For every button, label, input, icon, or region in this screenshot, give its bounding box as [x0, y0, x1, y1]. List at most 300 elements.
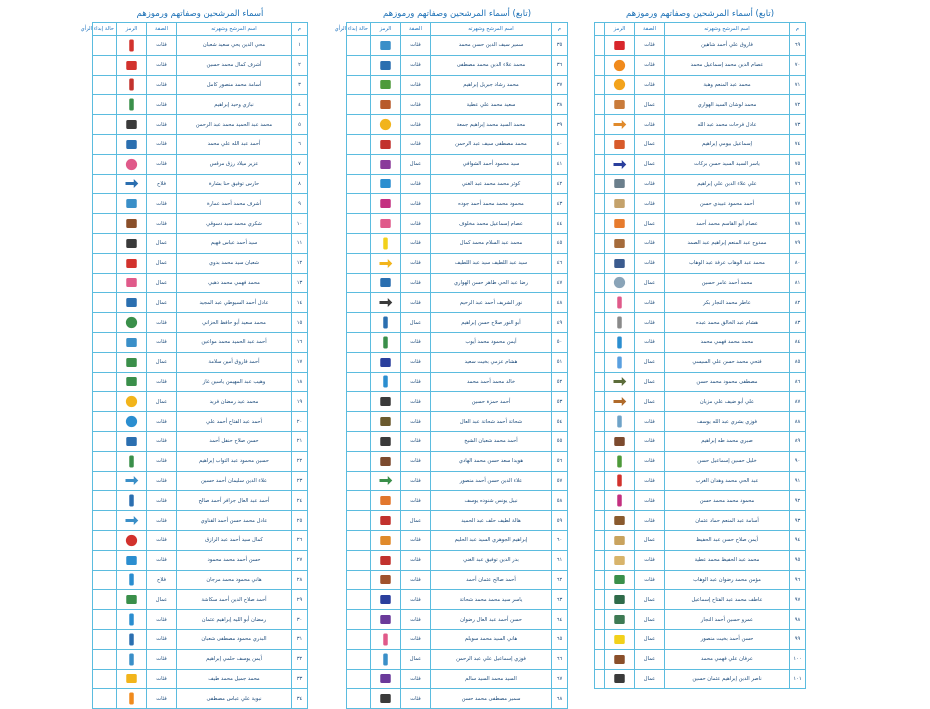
candidate-category: عمال: [401, 511, 431, 531]
candidate-category: عمال: [635, 214, 665, 234]
candidate-symbol: [371, 451, 401, 471]
candidate-symbol: [371, 550, 401, 570]
status-cell: [595, 352, 605, 372]
candidate-category: عمال: [147, 273, 177, 293]
candidate-category: فئات: [147, 431, 177, 451]
candidate-name: محمد السيد محمد إبراهيم جمعة: [431, 115, 552, 135]
candidate-category: فئات: [635, 451, 665, 471]
candidate-symbol: [117, 451, 147, 471]
table-row: [595, 451, 806, 471]
status-cell: [93, 570, 117, 590]
table-row: [595, 629, 806, 649]
status-cell: [93, 154, 117, 174]
status-cell: [93, 253, 117, 273]
row-number: ٢٩: [292, 590, 308, 610]
candidate-name: أيمن صلاح حسن عبد الحفيظ: [665, 530, 790, 550]
status-cell: [93, 491, 117, 511]
candidate-name: علي أبو ضيف علي مزيان: [665, 392, 790, 412]
row-number: ٢٥: [292, 511, 308, 531]
candidate-symbol: [371, 372, 401, 392]
status-cell: [595, 372, 605, 392]
candidate-symbol: [605, 629, 635, 649]
stroller-icon: [124, 553, 139, 568]
building-icon: [378, 355, 393, 370]
table-row: [93, 590, 308, 610]
candidates-table: [334, 22, 568, 709]
candidate-category: فئات: [147, 412, 177, 432]
row-number: ٨٧: [790, 392, 806, 412]
candidate-category: فئات: [147, 610, 177, 630]
candidate-symbol: [371, 313, 401, 333]
status-cell: [93, 530, 117, 550]
table-row: [93, 273, 308, 293]
status-cell: [347, 253, 371, 273]
header-no: م: [292, 23, 308, 36]
row-number: ٤١: [552, 154, 568, 174]
candidate-name: أحمد صالح عثمان أحمد: [431, 570, 552, 590]
envelope-icon: [378, 176, 393, 191]
candidate-category: فئات: [635, 550, 665, 570]
row-number: ٥٩: [552, 511, 568, 531]
bottle-icon: [612, 335, 627, 350]
candidate-symbol: [371, 649, 401, 669]
candidate-symbol: [605, 530, 635, 550]
row-number: ٦٥: [552, 629, 568, 649]
candidate-symbol: [117, 36, 147, 56]
candidate-symbol: [371, 115, 401, 135]
candidate-symbol: [605, 332, 635, 352]
candidate-symbol: [117, 431, 147, 451]
status-cell: [595, 451, 605, 471]
radio-icon: [124, 256, 139, 271]
candidate-symbol: [605, 669, 635, 689]
cheese-icon: [612, 632, 627, 647]
candidate-symbol: [605, 352, 635, 372]
row-number: ٩٥: [790, 550, 806, 570]
candidate-name: محمد عبد الوهاب عرفة عبد الوهاب: [665, 253, 790, 273]
row-number: ٦: [292, 134, 308, 154]
status-cell: [595, 530, 605, 550]
status-cell: [93, 174, 117, 194]
status-cell: [595, 36, 605, 56]
row-number: ٢٢: [292, 451, 308, 471]
table-row: [93, 95, 308, 115]
candidate-symbol: [605, 511, 635, 531]
candidate-symbol: [371, 412, 401, 432]
candidate-category: فئات: [635, 253, 665, 273]
candidate-symbol: [371, 669, 401, 689]
car-icon: [378, 671, 393, 686]
candidate-category: فئات: [635, 233, 665, 253]
candidate-name: محمد سعيد أبو حافظ الحزاني: [177, 313, 292, 333]
candidate-symbol: [117, 511, 147, 531]
table-row: [595, 431, 806, 451]
candidate-category: فئات: [401, 194, 431, 214]
candidate-symbol: [371, 174, 401, 194]
status-cell: [347, 570, 371, 590]
table-row: [595, 570, 806, 590]
candidate-category: فئات: [147, 491, 177, 511]
candidate-category: فئات: [147, 471, 177, 491]
candidate-symbol: [371, 431, 401, 451]
candidate-name: عادل أحمد السيوطي عبد المجيد: [177, 293, 292, 313]
candidate-category: فئات: [635, 332, 665, 352]
candidate-name: أبو النور صلاح حسن إبراهيم: [431, 313, 552, 333]
row-number: ٣٩: [552, 115, 568, 135]
candidate-name: أحمد صلاح الدين أحمد سكاشة: [177, 590, 292, 610]
candidate-symbol: [371, 75, 401, 95]
candidate-category: عمال: [635, 134, 665, 154]
status-cell: [347, 154, 371, 174]
kettle-icon: [124, 592, 139, 607]
croc-icon: [378, 473, 393, 488]
table-row: [93, 115, 308, 135]
bottle-icon: [612, 414, 627, 429]
brick-icon: [378, 513, 393, 528]
hand-icon: [612, 652, 627, 667]
status-cell: [93, 471, 117, 491]
table-row: [347, 629, 568, 649]
hanger-icon: [378, 295, 393, 310]
candidate-symbol: [371, 570, 401, 590]
table-row: [595, 214, 806, 234]
candidate-category: فئات: [635, 431, 665, 451]
candidate-name: أشرف كمال محمد حسين: [177, 55, 292, 75]
candidate-name: عصام الدين محمد إسماعيل محمد: [665, 55, 790, 75]
candidate-name: عبد الحي محمد وهدان الغرب: [665, 471, 790, 491]
candidate-category: فئات: [401, 431, 431, 451]
candidate-symbol: [371, 610, 401, 630]
candidate-category: عمال: [635, 154, 665, 174]
candidate-name: حسين محمود عبد التواب إبراهيم: [177, 451, 292, 471]
bread-icon: [378, 533, 393, 548]
candidate-symbol: [371, 511, 401, 531]
header-status: حالة إبداء الرأي: [347, 23, 371, 36]
status-cell: [595, 590, 605, 610]
phone-icon: [378, 394, 393, 409]
candidate-category: فئات: [635, 491, 665, 511]
candidate-category: فئات: [401, 669, 431, 689]
candidate-symbol: [117, 689, 147, 709]
candidate-name: هشام عزمي بخيت سعيد: [431, 352, 552, 372]
candidate-name: عصام أبو القاسم محمد أحمد: [665, 214, 790, 234]
candidate-name: ممدوح عبد المنعم إبراهيم عبد الصمد: [665, 233, 790, 253]
status-cell: [347, 313, 371, 333]
table-row: [595, 134, 806, 154]
table-row: [93, 134, 308, 154]
candidate-category: فئات: [147, 629, 177, 649]
candidate-name: حارس توفيق حنا بشارة: [177, 174, 292, 194]
header-category: الصفة: [147, 23, 177, 36]
candidate-category: فئات: [401, 75, 431, 95]
candidate-name: سيد محمود أحمد الشوافي: [431, 154, 552, 174]
row-number: ٢٣: [292, 471, 308, 491]
bag-icon: [612, 38, 627, 53]
status-cell: [347, 273, 371, 293]
candidate-symbol: [371, 293, 401, 313]
candidate-name: البدري محمود مصطفى شعبان: [177, 629, 292, 649]
row-number: ٩: [292, 194, 308, 214]
status-cell: [347, 689, 371, 709]
row-number: ٧٧: [790, 194, 806, 214]
candidate-symbol: [371, 530, 401, 550]
row-number: ١١: [292, 233, 308, 253]
candidate-category: فئات: [401, 570, 431, 590]
candidate-symbol: [605, 273, 635, 293]
heart-icon: [124, 157, 139, 172]
pan-icon: [612, 513, 627, 528]
candidate-symbol: [117, 75, 147, 95]
candidate-category: فئات: [147, 669, 177, 689]
row-number: ٣١: [292, 629, 308, 649]
candidate-category: فئات: [401, 491, 431, 511]
candidate-category: فئات: [147, 194, 177, 214]
status-cell: [347, 431, 371, 451]
candidate-name: إسماعيل بيومي إبراهيم: [665, 134, 790, 154]
candidate-name: بدر الدين توفيق عبد الغني: [431, 550, 552, 570]
candidate-name: خليل حسين إسماعيل حسن: [665, 451, 790, 471]
candidate-name: محمد عبد الحفيظ محمد عطية: [665, 550, 790, 570]
tv-icon: [124, 295, 139, 310]
table-row: [347, 75, 568, 95]
row-number: ٥٤: [552, 412, 568, 432]
candidate-category: فلاح: [147, 570, 177, 590]
candidate-category: عمال: [401, 154, 431, 174]
candidate-name: فوزي إسماعيل علي عبد الرحمن: [431, 649, 552, 669]
candidate-category: فئات: [147, 134, 177, 154]
guitar-icon: [612, 394, 627, 409]
candidate-name: حسن أحمد عبد العال رضوان: [431, 610, 552, 630]
table-row: [595, 511, 806, 531]
candidate-name: وهيب عبد المهيمن ياسين غاز: [177, 372, 292, 392]
status-cell: [347, 174, 371, 194]
row-number: ٤٠: [552, 134, 568, 154]
table-row: [347, 511, 568, 531]
row-number: ٥٧: [552, 471, 568, 491]
row-number: ٥: [292, 115, 308, 135]
header-no: م: [552, 23, 568, 36]
table-row: [595, 669, 806, 689]
table-row: [347, 392, 568, 412]
candidate-symbol: [605, 313, 635, 333]
candidate-category: عمال: [635, 530, 665, 550]
page-title: أسماء المرشحين وصفاتهم ورموزهم: [136, 9, 264, 19]
row-number: ٨٩: [790, 431, 806, 451]
row-number: ٣٤: [292, 689, 308, 709]
status-cell: [93, 293, 117, 313]
header-symbol: الرمز: [371, 23, 401, 36]
table-row: [93, 689, 308, 709]
coin-icon: [612, 77, 627, 92]
candidate-category: فئات: [147, 95, 177, 115]
candidate-name: أحمد عبد العال جرافر أحمد صالح: [177, 491, 292, 511]
candidate-category: فئات: [401, 332, 431, 352]
candidate-name: أيمن محمود محمد أيوب: [431, 332, 552, 352]
row-number: ٤٧: [552, 273, 568, 293]
candidate-name: رضا عبد الحي طاهر حسن الهواري: [431, 273, 552, 293]
candidate-category: عمال: [147, 590, 177, 610]
candidate-category: فئات: [635, 570, 665, 590]
table-row: [595, 95, 806, 115]
row-number: ٢٧: [292, 550, 308, 570]
row-number: ١٠٠: [790, 649, 806, 669]
candidate-name: السيد محمد السيد سالم: [431, 669, 552, 689]
status-cell: [347, 332, 371, 352]
candidate-name: محمد علاء الدين محمد مصطفى: [431, 55, 552, 75]
candidate-category: فئات: [147, 689, 177, 709]
status-cell: [347, 451, 371, 471]
racket-icon: [124, 176, 139, 191]
candidate-name: عادل فرحات محمد عبد الله: [665, 115, 790, 135]
bowl-icon: [612, 97, 627, 112]
table-row: [93, 629, 308, 649]
candidate-name: محمود محمد محمد حسن: [665, 491, 790, 511]
table-row: [93, 530, 308, 550]
row-number: ١٣: [292, 273, 308, 293]
row-number: ٤٤: [552, 214, 568, 234]
leaf-icon: [124, 374, 139, 389]
status-cell: [93, 431, 117, 451]
candidate-symbol: [371, 471, 401, 491]
row-number: ٣٦: [552, 55, 568, 75]
candidate-name: محمد عبد المنعم وهبة: [665, 75, 790, 95]
candidate-category: فئات: [401, 273, 431, 293]
candidate-name: هاني محمود محمد مرجان: [177, 570, 292, 590]
candidate-name: أحمد محمد شعبان الشيخ: [431, 431, 552, 451]
candidate-symbol: [371, 689, 401, 709]
row-number: ٨١: [790, 273, 806, 293]
table-row: [347, 55, 568, 75]
candidate-symbol: [117, 491, 147, 511]
candidate-symbol: [117, 293, 147, 313]
header-symbol: الرمز: [605, 23, 635, 36]
row-number: ٨٠: [790, 253, 806, 273]
status-cell: [93, 95, 117, 115]
row-number: ٤٦: [552, 253, 568, 273]
row-number: ٩٠: [790, 451, 806, 471]
table-row: [93, 293, 308, 313]
candidate-name: عمرو حسين أحمد النجار: [665, 610, 790, 630]
candidate-category: عمال: [635, 610, 665, 630]
status-cell: [347, 610, 371, 630]
bowl-icon: [378, 691, 393, 706]
candidate-category: عمال: [635, 649, 665, 669]
status-cell: [595, 570, 605, 590]
candidate-symbol: [605, 115, 635, 135]
candidate-name: ناصر الدين إبراهيم عثمان حسين: [665, 669, 790, 689]
candidate-category: فئات: [147, 649, 177, 669]
candidate-category: فئات: [401, 530, 431, 550]
candidate-symbol: [605, 253, 635, 273]
table-row: [347, 689, 568, 709]
candidate-category: فئات: [635, 174, 665, 194]
table-row: [347, 134, 568, 154]
status-cell: [595, 491, 605, 511]
row-number: ٧٤: [790, 134, 806, 154]
chair-icon: [378, 77, 393, 92]
row-number: ٨٤: [790, 332, 806, 352]
candidate-name: سمير مصطفى محمد حسن: [431, 689, 552, 709]
candidate-name: محمد أحمد عامر حسين: [665, 273, 790, 293]
faucet-icon: [124, 652, 139, 667]
candidate-symbol: [117, 154, 147, 174]
status-cell: [93, 372, 117, 392]
rings-icon: [124, 394, 139, 409]
candidate-category: عمال: [147, 233, 177, 253]
table-row: [347, 293, 568, 313]
table-row: [347, 332, 568, 352]
candidate-symbol: [605, 293, 635, 313]
row-number: ٥٣: [552, 392, 568, 412]
bag-icon: [124, 196, 139, 211]
candidate-symbol: [605, 214, 635, 234]
tank-icon: [378, 414, 393, 429]
candidate-symbol: [605, 134, 635, 154]
table-row: [595, 115, 806, 135]
candidate-category: فئات: [401, 233, 431, 253]
table-row: [347, 253, 568, 273]
row-number: ٥٠: [552, 332, 568, 352]
lamp-icon: [378, 335, 393, 350]
candidate-symbol: [605, 194, 635, 214]
status-cell: [347, 55, 371, 75]
status-cell: [347, 511, 371, 531]
row-number: ٣٧: [552, 75, 568, 95]
candidate-name: محمد رشاد جبريل إبراهيم: [431, 75, 552, 95]
status-cell: [595, 471, 605, 491]
row-number: ١: [292, 36, 308, 56]
header-category: الصفة: [635, 23, 665, 36]
page-title: (تابع) أسماء المرشحين وصفاتهم ورموزهم: [382, 9, 532, 19]
broom-icon: [612, 533, 627, 548]
table-row: [347, 174, 568, 194]
candidate-symbol: [117, 214, 147, 234]
candidate-name: عزير ميلاد رزق مرقس: [177, 154, 292, 174]
candidate-category: فئات: [401, 174, 431, 194]
car-icon: [378, 97, 393, 112]
candidate-symbol: [117, 174, 147, 194]
table-row: [595, 75, 806, 95]
candidate-category: فئات: [401, 689, 431, 709]
candidate-category: فئات: [147, 36, 177, 56]
candidate-category: فئات: [147, 154, 177, 174]
candidate-symbol: [371, 491, 401, 511]
book-icon: [612, 572, 627, 587]
status-cell: [347, 550, 371, 570]
header-name: اسم المرشح وشهرته: [665, 23, 790, 36]
candidate-category: فئات: [401, 451, 431, 471]
candidate-name: محمد عبد الحميد محمد عبد الرحمن: [177, 115, 292, 135]
knife-icon: [124, 632, 139, 647]
candidate-category: فئات: [635, 293, 665, 313]
candidate-category: فئات: [401, 134, 431, 154]
candidate-category: فئات: [401, 293, 431, 313]
status-cell: [347, 412, 371, 432]
candidate-symbol: [605, 55, 635, 75]
flower-icon: [378, 216, 393, 231]
table-row: [93, 194, 308, 214]
candidate-symbol: [371, 194, 401, 214]
status-cell: [93, 75, 117, 95]
header-status: حالة إبداء الرأي: [93, 23, 117, 36]
candidate-category: عمال: [635, 273, 665, 293]
ball-icon: [124, 315, 139, 330]
candidates-table: [594, 22, 806, 689]
candidate-name: هاني السيد محمد سويلم: [431, 629, 552, 649]
candidate-symbol: [605, 95, 635, 115]
table-row: [347, 95, 568, 115]
page-continued-69-101: [594, 6, 806, 694]
